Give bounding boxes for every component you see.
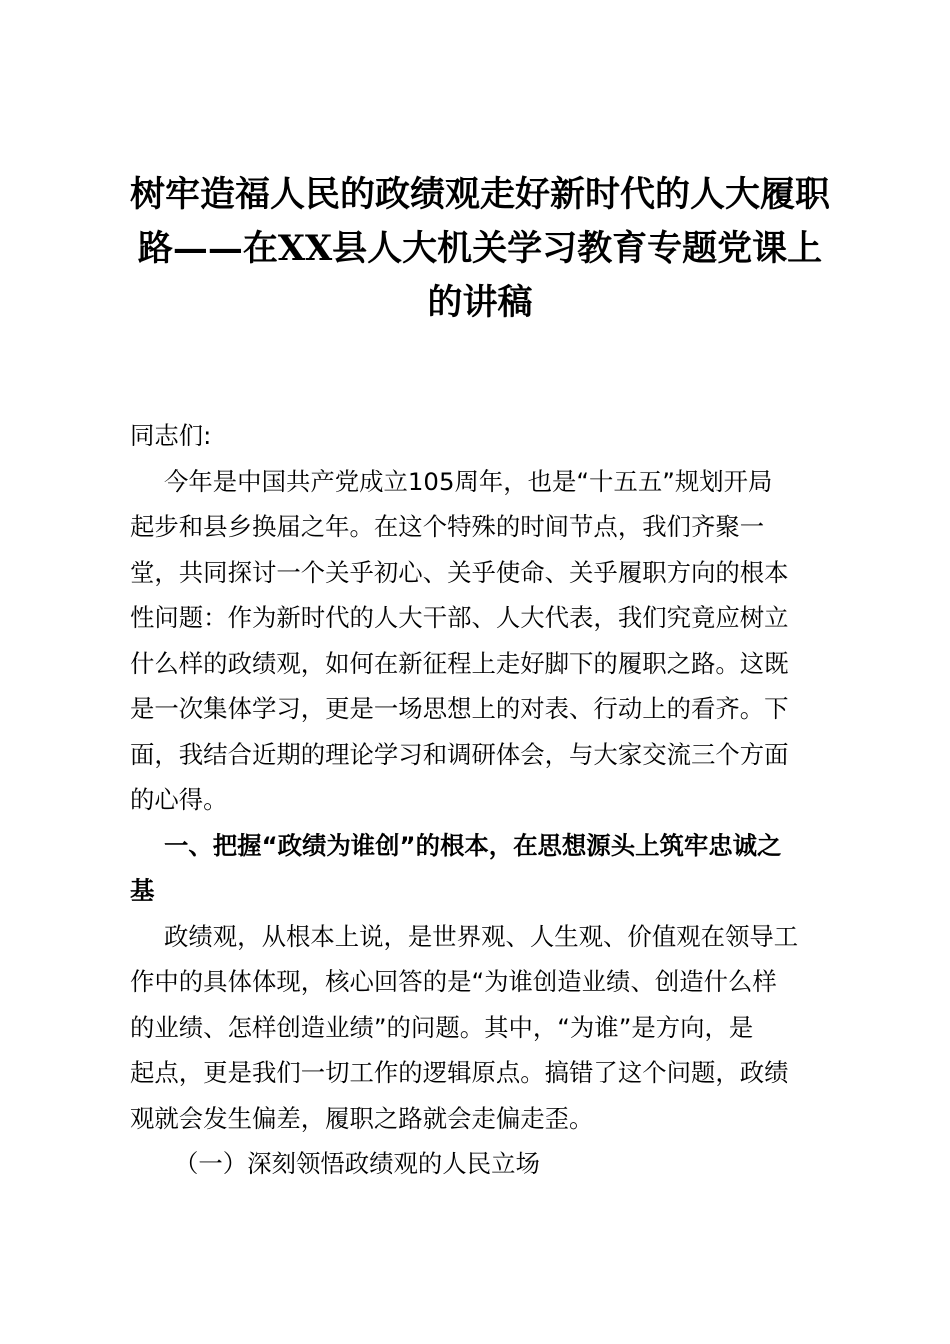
paragraph-line: 性问题：作为新时代的人大干部、人大代表，我们究竟应树立 [130,603,789,632]
document-title [122,168,838,330]
section-heading-1 [130,823,830,914]
heading-line: 一、把握“政绩为谁创”的根本，在思想源头上筑牢忠诚之 [164,830,782,860]
paragraph-line: 什么样的政绩观，如何在新征程上走好脚下的履职之路。这既 [130,648,789,678]
document-body [130,413,830,1187]
paragraph-line: 今年是中国共产党成立105周年，也是“十五五”规划开局 [164,466,773,496]
title-line: 树牢造福人民的政绩观走好新时代的人大履职 [129,174,830,215]
paragraph-line: 的业绩、怎样创造业绩”的问题。其中，“为谁”是方向，是 [130,1012,754,1042]
paragraph-line: 作中的具体体现，核心回答的是“为谁创造业绩、创造什么样 [130,967,777,996]
paragraph-line: 起步和县乡换届之年。在这个特殊的时间节点，我们齐聚一 [130,512,765,541]
heading-line: 基 [130,876,155,905]
paragraph-line: 政绩观，从根本上说，是世界观、人生观、价值观在领导工 [164,921,799,951]
paragraph-line: 面，我结合近期的理论学习和调研体会，与大家交流三个方面 [130,739,789,769]
paragraph-line: 观就会发生偏差，履职之路就会走偏走歪。 [130,1103,594,1133]
title-line: 路——在XX县人大机关学习教育专题党课上 [137,228,823,269]
paragraph-section-1 [130,914,830,1142]
salutation: 同志们: [130,421,212,450]
paragraph-line: 是一次集体学习，更是一场思想上的对表、行动上的看齐。下 [130,694,789,723]
paragraph-line: 堂，共同探讨一个关乎初心、关乎使命、关乎履职方向的根本 [130,557,789,587]
paragraph-intro [130,459,830,823]
paragraph-line: 的心得。 [130,785,228,814]
paragraph-line: 起点，更是我们一切工作的逻辑原点。搞错了这个问题，政绩 [130,1058,789,1087]
title-line: 的讲稿 [427,282,533,323]
subheading-1: （一）深刻领悟政绩观的人民立场 [174,1149,540,1178]
